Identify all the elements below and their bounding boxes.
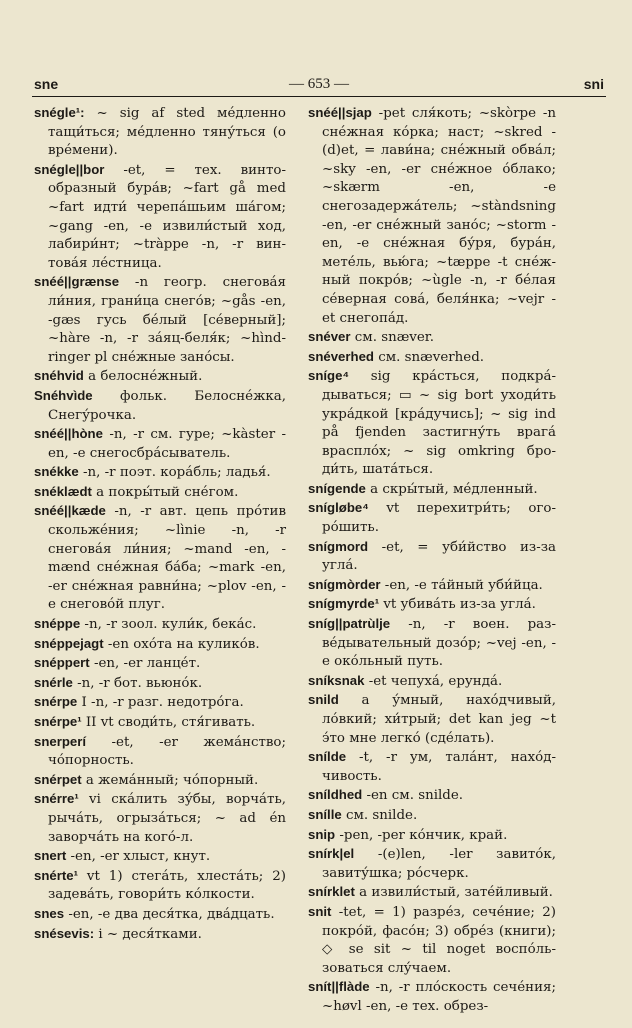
entry-definition: -n, -r бот. вьюнóк. [72,675,203,691]
entry-headword: snéppejagt [34,635,104,651]
dictionary-entry [308,615,556,672]
dictionary-entry [34,425,286,463]
dictionary-entry [34,867,286,905]
entry-headword: snírk|el [308,846,355,862]
dictionary-entry [308,826,556,846]
entry-headword: snit [308,903,332,919]
entry-headword: snéppert [34,655,90,671]
dictionary-entry [34,847,286,867]
entry-definition: vt перехитри́ть; огорóшить. [322,501,556,536]
dictionary-entry [34,463,286,483]
dictionary-entry [308,672,556,692]
entry-headword: sníge⁴ [308,368,349,384]
entry-headword: snégle||bor [34,161,105,177]
dictionary-entry [308,883,556,903]
entry-definition: a скры́тый, мéдленный. [365,481,538,497]
dictionary-entry [34,367,286,387]
entry-headword: snild [308,692,339,708]
dictionary-entry [308,786,556,806]
dictionary-entry [308,538,556,576]
entry-headword: sníldhed [308,787,363,803]
dictionary-entry [34,161,286,274]
entry-definition: -n, -r поэт. корáбль; ладья́. [78,465,271,481]
header-left-guideword: sne [34,76,59,92]
entry-headword: sníllе [308,806,342,822]
dictionary-entry [308,576,556,596]
entry-headword: snérle [34,674,73,690]
entry-definition: см. snæver. [350,330,434,346]
entry-headword: snéklædt [34,483,92,499]
entry-definition: a покры́тый снéгом. [91,484,239,500]
dictionary-entry [308,328,556,348]
entry-definition: -et чепухá, ерундá. [364,673,503,689]
dictionary-entry [308,595,556,615]
entry-definition: -n, -r воен. развéдывательный дозóр; ~vej -en, -e окóльный путь. [322,617,556,670]
entry-headword: snérpet [34,771,82,787]
entry-definition: -n, -r плóскость сечéния; ~høvl -en, -e тех. обрез- [322,980,556,1014]
entry-headword: sníksnak [308,672,365,688]
entry-headword: snéhvid [34,368,84,384]
entry-headword: snip [308,826,336,842]
entry-definition: -en, -e тáйный уби́йца. [380,577,543,593]
dictionary-entry [34,502,286,615]
dictionary-entry [34,771,286,791]
dictionary-entry [34,654,286,674]
entry-headword: snéver [308,329,351,345]
entry-definition: -et, -er жемáнство; чóпорность. [48,734,286,769]
dictionary-entry [308,480,556,500]
entry-headword: snéé||hòne [34,426,103,442]
entry-headword: snígmyrde¹ [308,596,380,612]
entry-definition: -en охóта на куликóв. [103,636,260,652]
entry-definition: -en, -e два деся́тка, двáдцать. [64,906,275,922]
entry-definition: ~ sig af sted мéдленно тащи́ться; мéдленно тяну́ться (о врéмени). [48,106,286,159]
entry-headword: snékke [34,464,79,480]
dictionary-entry [308,806,556,826]
header-right-guideword: sni [583,76,604,92]
entry-headword: Snéhvìde [34,387,93,403]
entry-headword: snes [34,905,65,921]
right-column [308,104,556,1017]
dictionary-entry [308,367,556,480]
entry-definition: -en, -er ланцéт. [89,656,201,672]
entry-definition: vt 1) стегáть, хлестáть; 2) задевáть, говори́ть кóлкости. [48,868,286,903]
dictionary-entry [34,273,286,367]
entry-definition: -n, -r авт. цепь прóтив скольжéния; ~lìnie -n, -r снеговáя ли́ния; ~mand -en, -mænd снéжная бáба; ~mark -en, -er снéжная равни́на; ~plov -en, -e снеговóй плуг. [48,504,286,613]
dictionary-entry [34,905,286,925]
entry-definition: i ~ деся́тками. [94,926,202,942]
entry-headword: snígende [308,480,366,496]
dictionary-entry [308,748,556,786]
entry-definition: -tet, = 1) разрéз, сечéние; 2) покрóй, фасóн; 3) обрéз (книги); ◇ se sit ~ til noget воспóльзоваться слу́чаем. [322,904,556,976]
entry-definition: sig крáсться, подкрáдываться; ▭ ~ sig bort уходи́ть укрáдкой [крáдучись]; ~ sig ind på fjenden застигну́ть врагá врасплóх; ~ sig omkring броди́ть, шатáться. [322,369,556,478]
entry-headword: snésevis: [34,925,95,941]
entry-definition: -en см. snilde. [362,788,464,804]
entry-definition: см. snilde. [341,807,418,823]
entry-definition: vt убивáть из-за углá. [379,597,536,613]
page-number: — 653 — [289,76,349,92]
entry-headword: snérre¹ [34,791,79,807]
entry-definition: -pen, -per кóнчик, край. [335,827,508,843]
entry-headword: snít||flàde [308,979,370,995]
entry-definition: -(e)len, -ler завитóк, завиту́шка; рóсчерк. [322,847,556,881]
dictionary-entry [308,978,556,1016]
entry-headword: sníg||patrùlje [308,616,391,632]
entry-definition: I -n, -r разг. недотрóга. [77,695,244,711]
entry-definition: см. snæverhed. [373,349,485,365]
entry-definition: a жемáнный; чóпорный. [81,772,259,788]
entry-headword: snéé||grænse [34,274,120,290]
dictionary-entry [308,104,556,328]
dictionary-entry [308,903,556,978]
dictionary-entry [34,104,286,161]
entry-definition: -n геогр. снеговáя ли́ния, грани́ца снегóв; ~gås -en, -gæs гусь бéлый [сéверный]; ~hàre -n, -r зáяц-беля́к; ~hìndringer pl снéжные занóсы. [48,275,286,365]
entry-definition: -n, -r зоол. кули́к, бекáс. [80,617,257,633]
entry-definition: -et, = тех. винтообразный бурáв; ~fart gå med ~fart идти́ черепáшьим шáгом; ~gang -en, -e извили́стый ход, лабири́нт; ~tràppe -n, -r винтовáя лéстница. [48,162,286,271]
entry-headword: snerperí [34,733,87,749]
entry-headword: snígløbe⁴ [308,500,369,516]
dictionary-entry [34,925,286,945]
entry-headword: snéverhed [308,348,374,364]
entry-definition: -en, -er хлыст, кнут. [66,849,211,865]
entry-headword: snert [34,848,67,864]
entry-headword: snéppe [34,616,81,632]
entry-definition: II vt своди́ть, стя́гивать. [81,715,256,730]
dictionary-entry [34,615,286,635]
entry-headword: snéé||kæde [34,503,106,519]
dictionary-entry [308,348,556,368]
dictionary-entry [308,691,556,748]
dictionary-entry [34,674,286,694]
dictionary-entry [34,483,286,503]
entry-definition: a белоснéжный. [83,369,203,385]
dictionary-entry [34,733,286,771]
entry-headword: snérte¹ [34,867,78,883]
entry-headword: sníldе [308,749,347,765]
entry-headword: snéé||sjap [308,105,372,120]
header-rule [32,96,606,97]
page-header [34,76,604,96]
entry-headword: snígmord [308,538,369,554]
entry-headword: snérpe¹ [34,714,82,729]
entry-definition: a извили́стый, затéйливый. [354,885,553,901]
entry-headword: snérpe [34,694,78,710]
dictionary-entry [308,499,556,537]
entry-definition: vi скáлить зу́бы, ворчáть, рычáть, огрызáться; ~ ad én заворчáть на когó-л. [48,792,286,845]
dictionary-entry [34,635,286,655]
dictionary-entry [308,845,556,883]
entry-definition: фольк. Белоснéжка, Снегу́рочка. [48,388,286,423]
entry-headword: snígmòrder [308,576,381,592]
entry-definition: -t, -r ум, талáнт, нахóдчивость. [322,750,556,784]
entry-definition: -n, -r см. гуре; ~kàster -en, -e снегосбрáсыватель. [48,427,286,461]
entry-headword: snírklet [308,884,355,900]
dictionary-entry [34,387,286,425]
left-column [34,104,286,944]
dictionary-entry [34,790,286,847]
entry-definition: a у́мный, нахóдчивый, лóвкий; хи́трый; det kan jeg ~t э́то мне легкó (сдéлать). [322,693,556,746]
entry-headword: snégle¹: [34,105,85,120]
entry-definition: -et, = уби́йство из-за углá. [322,539,556,574]
dictionary-entry [34,693,286,713]
entry-definition: -pet сля́коть; ~skòrpe -n снéжная кóрка; наст; ~skred -(d)et, = лави́на; снéжный обвáл; ~sky -en, -er снéжное óблако; ~skærm -en, -e снегозадержáтель; ~stàndsning -en, -er снéжный занóс; ~storm -en, -e снéжная бу́ря, бурáн, метéль, вью́га; ~tæppe -t снéжный покрóв; ~ùgle -n, -r бéлая сéверная совá, беля́нка; ~vejr -et снегопáд. [322,106,556,326]
dictionary-entry [34,713,286,733]
